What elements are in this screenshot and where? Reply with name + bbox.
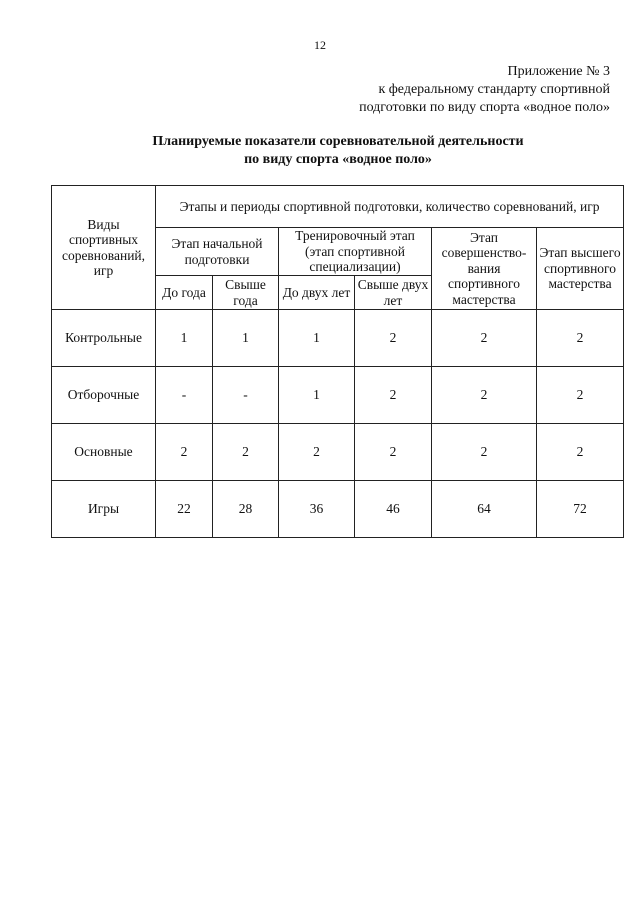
table-cell: 2 (355, 424, 432, 481)
table-cell: - (156, 367, 213, 424)
title-line-1: Планируемые показатели соревновательной деятельности (152, 134, 524, 149)
appendix-line-1: Приложение № 3 (507, 64, 610, 79)
table-row (52, 424, 624, 481)
table-cell: 46 (355, 481, 432, 538)
table-cell: 2 (279, 424, 355, 481)
stage-header-training: Тренировочный этап (этап спортивной специализации) (279, 228, 432, 276)
row-label: Контрольные (52, 310, 156, 367)
table-row (52, 481, 624, 538)
table-cell: 1 (213, 310, 279, 367)
table-cell: 2 (432, 367, 537, 424)
period-header: До года (156, 276, 213, 310)
table-cell: 2 (537, 424, 624, 481)
group-header: Этапы и периоды спортивной подготовки, количество соревнований, игр (156, 186, 624, 228)
table-body (52, 310, 624, 538)
table-row (52, 367, 624, 424)
table-cell: 36 (279, 481, 355, 538)
table-cell: - (213, 367, 279, 424)
table-cell: 64 (432, 481, 537, 538)
table-cell: 2 (355, 367, 432, 424)
table-row (52, 310, 624, 367)
page-number: 12 (314, 38, 326, 52)
table-cell: 1 (279, 310, 355, 367)
appendix-line-3: подготовки по виду спорта «водное поло» (359, 100, 610, 115)
table-cell: 2 (432, 310, 537, 367)
competition-indicators-table (51, 185, 624, 538)
stage-header-perfection: Этап совершенство-вания спортивного мастерства (432, 228, 537, 310)
title-line-2: по виду спорта «водное поло» (244, 152, 432, 167)
table-cell: 72 (537, 481, 624, 538)
table-cell: 2 (213, 424, 279, 481)
table-cell: 1 (279, 367, 355, 424)
appendix-block (359, 63, 610, 117)
stage-header-initial: Этап начальной подготовки (156, 228, 279, 276)
table-cell: 22 (156, 481, 213, 538)
table-cell: 2 (432, 424, 537, 481)
row-label: Игры (52, 481, 156, 538)
row-label: Отборочные (52, 367, 156, 424)
table-cell: 1 (156, 310, 213, 367)
period-header: Свыше двух лет (355, 276, 432, 310)
appendix-line-2: к федеральному стандарту спортивной (378, 82, 610, 97)
table-cell: 2 (537, 310, 624, 367)
table-cell: 2 (355, 310, 432, 367)
document-title (0, 133, 640, 169)
period-header: До двух лет (279, 276, 355, 310)
corner-header: Виды спортивных соревнований, игр (52, 186, 156, 310)
period-header: Свыше года (213, 276, 279, 310)
table-cell: 28 (213, 481, 279, 538)
row-label: Основные (52, 424, 156, 481)
table-cell: 2 (537, 367, 624, 424)
table-cell: 2 (156, 424, 213, 481)
stage-header-highest: Этап высшего спортивного мастерства (537, 228, 624, 310)
